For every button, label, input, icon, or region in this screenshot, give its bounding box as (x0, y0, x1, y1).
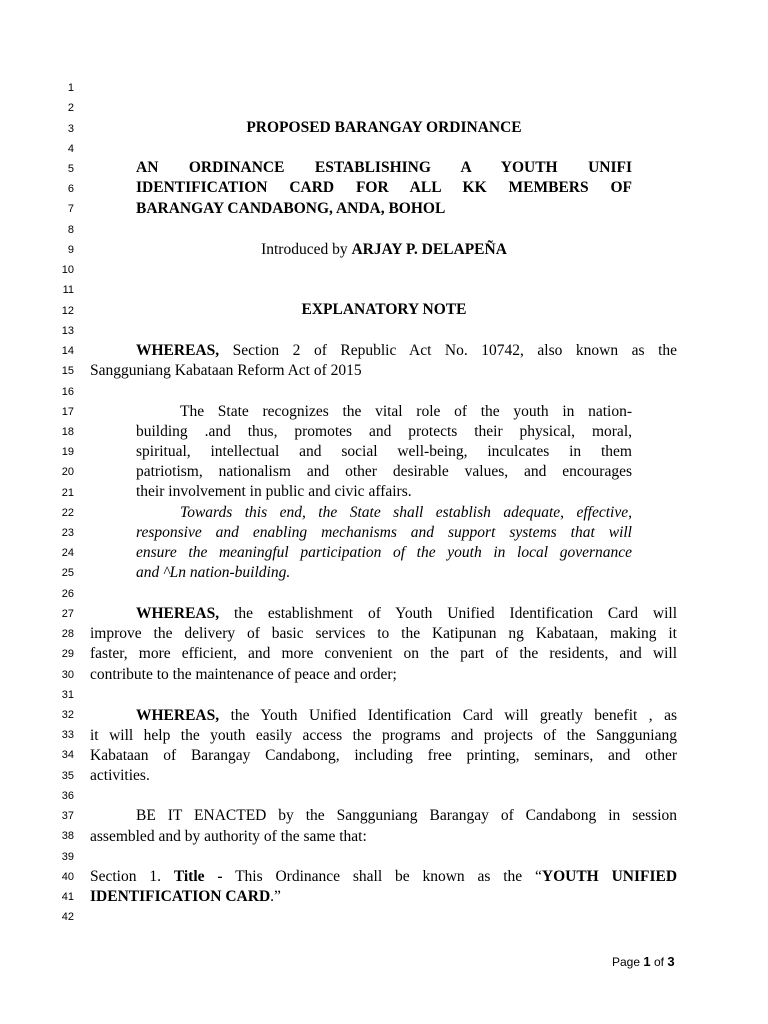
line-number: 41 (61, 891, 74, 903)
section-1-line-2 (90, 887, 281, 907)
section-1-text: This Ordinance shall be known as the “ (235, 868, 542, 885)
line-number: 21 (61, 487, 74, 499)
line-number: 6 (67, 183, 74, 195)
whereas-2-line-3: faster, more efficient, and more convenient on the part of the residents, and will (90, 645, 677, 662)
whereas-2-line-1 (136, 604, 677, 624)
enact-line-2: assembled and by authority of the same that: (90, 828, 367, 845)
line-number: 28 (61, 628, 74, 640)
line-number: 10 (61, 264, 74, 276)
line-number: 8 (67, 224, 74, 236)
whereas-1-line-2: Sangguniang Kabataan Reform Act of 2015 (90, 362, 362, 379)
line-number: 37 (61, 810, 74, 822)
quote-italic-line-3: ensure the meaningful participation of the youth in local governance (136, 544, 632, 561)
line-number: 19 (61, 446, 74, 458)
section-1-name-part-2: IDENTIFICATION CARD (90, 888, 271, 905)
quote-line-2: building .and thus, promotes and protects their physical, moral, (136, 423, 632, 440)
line-number: 36 (61, 790, 74, 802)
line-number: 40 (61, 871, 74, 883)
line-number: 13 (61, 325, 74, 337)
line-number: 15 (61, 365, 74, 377)
explanatory-note-heading: EXPLANATORY NOTE (301, 301, 467, 318)
line-number: 16 (61, 386, 74, 398)
line-number: 7 (67, 203, 74, 215)
quote-line-4: patriotism, nationalism and other desirable values, and encourages (136, 463, 632, 480)
page-number: 1 (643, 954, 651, 969)
line-number: 1 (67, 82, 74, 94)
line-number: 34 (61, 749, 74, 761)
whereas-2-line-2: improve the delivery of basic services to the Katipunan ng Kabataan, making it (90, 625, 677, 642)
section-1-closing: .” (270, 888, 281, 905)
line-number: 32 (61, 709, 74, 721)
line-number: 26 (61, 588, 74, 600)
quote-line-3: spiritual, intellectual and social well-being, inculcates in them (136, 443, 632, 460)
line-number: 4 (67, 143, 74, 155)
line-number: 39 (61, 851, 74, 863)
line-number: 30 (61, 669, 74, 681)
whereas-1-lead: WHEREAS, (136, 342, 220, 359)
line-number: 38 (61, 830, 74, 842)
line-number: 18 (61, 426, 74, 438)
whereas-3-line-4: activities. (90, 767, 150, 784)
title-line-2: IDENTIFICATION CARD FOR ALL KK MEMBERS OF (136, 179, 632, 196)
quote-italic-line-4: and ^Ln nation-building. (136, 564, 291, 581)
page-label: Page (612, 955, 641, 969)
introducer-name: ARJAY P. DELAPEÑA (351, 241, 507, 258)
whereas-2-text: the establishment of Youth Unified Identification Card will (234, 605, 677, 622)
line-number: 27 (61, 608, 74, 620)
document-heading: PROPOSED BARANGAY ORDINANCE (246, 119, 522, 136)
line-number: 25 (61, 567, 74, 579)
whereas-3-lead: WHEREAS, (136, 707, 220, 724)
title-line-1: AN ORDINANCE ESTABLISHING A YOUTH UNIFI (136, 159, 632, 176)
line-number: 31 (61, 689, 74, 701)
line-number: 2 (67, 102, 74, 114)
line-number: 29 (61, 648, 74, 660)
line-number: 11 (62, 284, 74, 296)
section-1-name-part-1: YOUTH UNIFIED (541, 868, 678, 885)
whereas-2-lead: WHEREAS, (136, 605, 220, 622)
line-number: 35 (61, 770, 74, 782)
introduced-label: Introduced by (261, 241, 348, 258)
quote-line-1: The State recognizes the vital role of the youth in nation- (180, 403, 632, 420)
whereas-3-line-3: Kabataan of Barangay Candabong, including free printing, seminars, and other (90, 747, 677, 764)
total-pages: 3 (667, 954, 675, 969)
introduced-by (90, 240, 678, 260)
line-number: 23 (61, 527, 74, 539)
title-line-3: BARANGAY CANDABONG, ANDA, BOHOL (136, 200, 446, 217)
line-number: 3 (67, 123, 74, 135)
section-1-title-label: Title - (173, 868, 223, 885)
whereas-1-text: Section 2 of Republic Act No. 10742, also known as the (232, 342, 678, 359)
line-number: 20 (61, 466, 74, 478)
page-footer (612, 954, 675, 970)
section-1-line-1 (90, 867, 677, 887)
line-number: 9 (67, 244, 74, 256)
line-number: 22 (61, 507, 74, 519)
of-label: of (653, 955, 664, 969)
line-number: 33 (61, 729, 74, 741)
line-number: 5 (67, 163, 74, 175)
quote-line-5: their involvement in public and civic affairs. (136, 483, 412, 500)
enact-line-1: BE IT ENACTED by the Sangguniang Barangay of Candabong in session (136, 807, 677, 824)
line-number: 14 (61, 345, 74, 357)
line-number: 24 (61, 547, 74, 559)
whereas-3-line-1 (136, 706, 677, 726)
line-number: 17 (61, 406, 74, 418)
whereas-1-line-1 (136, 341, 677, 361)
line-number: 12 (61, 305, 74, 317)
whereas-3-text: the Youth Unified Identification Card will greatly benefit , as (230, 707, 677, 724)
whereas-2-line-4: contribute to the maintenance of peace and order; (90, 666, 397, 683)
quote-italic-line-2: responsive and enabling mechanisms and support systems that will (136, 524, 632, 541)
whereas-3-line-2: it will help the youth easily access the programs and projects of the Sangguniang (90, 727, 677, 744)
line-number: 42 (61, 911, 74, 923)
quote-italic-line-1: Towards this end, the State shall establish adequate, effective, (180, 504, 632, 521)
section-1-prefix: Section 1. (90, 868, 161, 885)
